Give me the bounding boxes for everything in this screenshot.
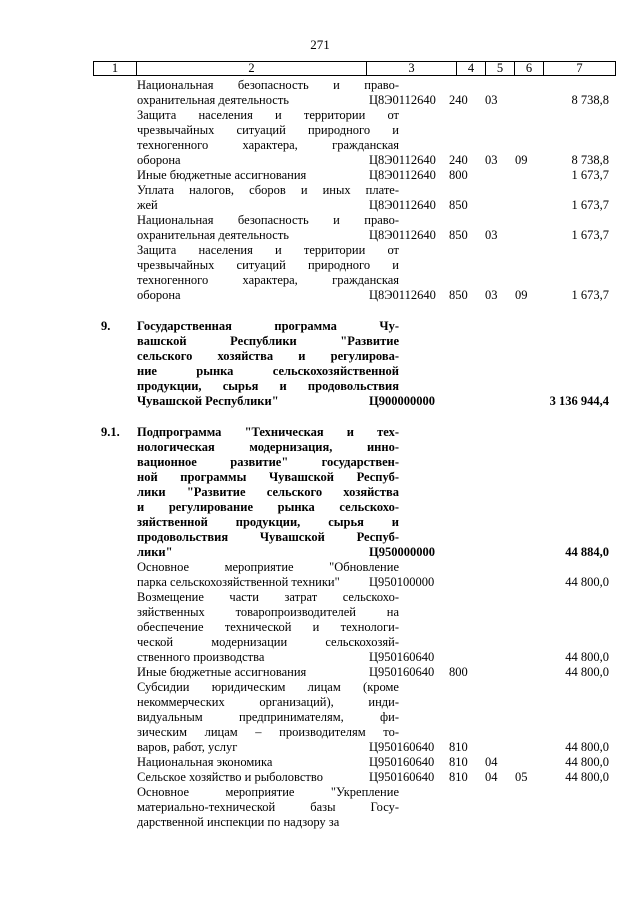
row-name-line: чрезвычайных ситуаций природного и: [137, 123, 399, 137]
table-row: [93, 319, 615, 409]
row-number: 9.1.: [101, 425, 120, 439]
row-name-line: Защита населения и территории от: [137, 243, 399, 257]
expense-type-code: 850: [449, 228, 468, 242]
row-name-line: и регулирование рынка сельскохо-: [137, 500, 399, 514]
row-name-line: Субсидии юридическим лицам (кроме: [137, 680, 399, 694]
row-name: [137, 168, 399, 183]
row-spacer: [93, 409, 615, 425]
target-article-code: Ц8Э0112640: [369, 93, 436, 107]
target-article-code: Ц950160640: [369, 755, 435, 769]
amount: 44 800,0: [565, 665, 609, 679]
row-name-line: видуальным предпринимателям, фи-: [137, 710, 399, 724]
column-header-row: [94, 62, 616, 76]
row-name-line: ние рынка сельскохозяйственной: [137, 364, 399, 378]
expense-type-code: 850: [449, 288, 468, 302]
row-name: [137, 755, 399, 770]
row-name: [137, 78, 399, 108]
row-name-line: лики": [137, 545, 173, 559]
row-name-line: некоммерческих организаций), инди-: [137, 695, 399, 709]
page-number: 271: [310, 37, 330, 52]
expense-type-code: 240: [449, 93, 468, 107]
section-code: 03: [485, 228, 498, 242]
amount: 1 673,7: [571, 168, 609, 182]
row-name-line: обеспечение технической и технологи-: [137, 620, 399, 634]
row-name-line: Основное мероприятие "Обновление: [137, 560, 399, 574]
amount: 1 673,7: [571, 228, 609, 242]
row-name-line: охранительная деятельность: [137, 228, 289, 242]
row-name: [137, 560, 399, 590]
section-code: 03: [485, 153, 498, 167]
row-name-line: вационное развитие" государствен-: [137, 455, 399, 469]
amount: 3 136 944,4: [549, 394, 609, 408]
row-name-line: лики "Развитие сельского хозяйства: [137, 485, 399, 499]
column-header: 3: [367, 62, 457, 76]
section-code: 03: [485, 288, 498, 302]
target-article-code: Ц8Э0112640: [369, 228, 436, 242]
table-row: [93, 425, 615, 560]
subsection-code: 05: [515, 770, 528, 784]
expense-type-code: 810: [449, 740, 468, 754]
row-name: [137, 785, 399, 830]
target-article-code: Ц8Э0112640: [369, 168, 436, 182]
column-header-table: [93, 61, 616, 76]
row-name-line: Иные бюджетные ассигнования: [137, 665, 307, 679]
table-row: [93, 243, 615, 303]
row-name-line: Основное мероприятие "Укрепление: [137, 785, 399, 799]
expense-type-code: 810: [449, 755, 468, 769]
amount: 8 738,8: [571, 153, 609, 167]
table-row: [93, 213, 615, 243]
target-article-code: Ц950160640: [369, 770, 435, 784]
amount: 1 673,7: [571, 288, 609, 302]
row-number: 9.: [101, 319, 111, 333]
target-article-code: Ц950000000: [369, 545, 435, 559]
row-name-line: Иные бюджетные ассигнования: [137, 168, 307, 182]
amount: 44 800,0: [565, 575, 609, 589]
subsection-code: 09: [515, 288, 528, 302]
row-name-line: ственного производства: [137, 650, 265, 664]
target-article-code: Ц950100000: [369, 575, 435, 589]
section-code: 04: [485, 770, 498, 784]
table-row: [93, 108, 615, 168]
column-header: 7: [544, 62, 616, 76]
expense-type-code: 800: [449, 665, 468, 679]
table-row: [93, 168, 615, 183]
row-name-line: зяйственных товаропроизводителей на: [137, 605, 399, 619]
target-article-code: Ц8Э0112640: [369, 288, 436, 302]
amount: 8 738,8: [571, 93, 609, 107]
row-name-line: чрезвычайных ситуаций природного и: [137, 258, 399, 272]
column-header: 1: [94, 62, 137, 76]
target-article-code: Ц8Э0112640: [369, 198, 436, 212]
row-name-line: Национальная экономика: [137, 755, 273, 769]
row-name-line: Национальная безопасность и право-: [137, 78, 399, 92]
table-row: [93, 590, 615, 665]
row-name-line: Возмещение части затрат сельскохо-: [137, 590, 399, 604]
table-row: [93, 680, 615, 755]
row-name-line: Государственная программа Чу-: [137, 319, 399, 333]
target-article-code: Ц900000000: [369, 394, 435, 408]
row-name-line: варов, работ, услуг: [137, 740, 238, 754]
target-article-code: Ц950160640: [369, 665, 435, 679]
row-name: [137, 319, 399, 409]
row-name-line: Уплата налогов, сборов и иных плате-: [137, 183, 399, 197]
amount: 1 673,7: [571, 198, 609, 212]
row-name-line: жей: [137, 198, 158, 212]
expense-type-code: 810: [449, 770, 468, 784]
section-code: 04: [485, 755, 498, 769]
row-name-line: Сельское хозяйство и рыболовство: [137, 770, 323, 784]
row-name-line: Национальная безопасность и право-: [137, 213, 399, 227]
table-row: [93, 785, 615, 830]
row-name-line: зическим лицам – производителям то-: [137, 725, 399, 739]
row-name: [137, 665, 399, 680]
table-row: [93, 560, 615, 590]
row-name-line: зяйственной продукции, сырья и: [137, 515, 399, 529]
row-name-line: оборона: [137, 288, 181, 302]
target-article-code: Ц950160640: [369, 740, 435, 754]
row-spacer: [93, 303, 615, 319]
row-name-line: нологическая модернизация, инно-: [137, 440, 399, 454]
row-name: [137, 243, 399, 303]
column-header: 5: [486, 62, 515, 76]
row-name: [137, 590, 399, 665]
expense-type-code: 850: [449, 198, 468, 212]
table-row: [93, 78, 615, 108]
row-name-line: ческой модернизации сельскохозяй-: [137, 635, 399, 649]
expense-type-code: 240: [449, 153, 468, 167]
row-name-line: Подпрограмма "Техническая и тех-: [137, 425, 399, 439]
subsection-code: 09: [515, 153, 528, 167]
target-article-code: Ц8Э0112640: [369, 153, 436, 167]
amount: 44 884,0: [565, 545, 609, 559]
column-header: 2: [137, 62, 367, 76]
amount: 44 800,0: [565, 770, 609, 784]
row-name: [137, 770, 399, 785]
row-name-line: Чувашской Республики": [137, 394, 279, 408]
section-code: 03: [485, 93, 498, 107]
row-name-line: сельского хозяйства и регулирова-: [137, 349, 399, 363]
expense-type-code: 800: [449, 168, 468, 182]
table-row: [93, 665, 615, 680]
table-row: [93, 183, 615, 213]
row-name-line: техногенного характера, гражданская: [137, 138, 399, 152]
row-name-line: оборона: [137, 153, 181, 167]
column-header: 6: [515, 62, 544, 76]
amount: 44 800,0: [565, 740, 609, 754]
row-name-line: техногенного характера, гражданская: [137, 273, 399, 287]
target-article-code: Ц950160640: [369, 650, 435, 664]
budget-table-body: [93, 78, 615, 830]
amount: 44 800,0: [565, 650, 609, 664]
row-name-line: материально-технической базы Госу-: [137, 800, 399, 814]
table-row: [93, 770, 615, 785]
row-name: [137, 213, 399, 243]
row-name: [137, 183, 399, 213]
row-name-line: продовольствия Чувашской Респуб-: [137, 530, 399, 544]
row-name-line: дарственной инспекции по надзору за: [137, 815, 340, 829]
row-name-line: парка сельскохозяйственной техники": [137, 575, 340, 589]
row-name-line: вашской Республики "Развитие: [137, 334, 399, 348]
row-name-line: продукции, сырья и продовольствия: [137, 379, 399, 393]
column-header: 4: [457, 62, 486, 76]
amount: 44 800,0: [565, 755, 609, 769]
row-name: [137, 108, 399, 168]
row-name-line: ной программы Чувашской Респуб-: [137, 470, 399, 484]
row-name: [137, 680, 399, 755]
row-name-line: охранительная деятельность: [137, 93, 289, 107]
row-name-line: Защита населения и территории от: [137, 108, 399, 122]
table-row: [93, 755, 615, 770]
row-name: [137, 425, 399, 560]
